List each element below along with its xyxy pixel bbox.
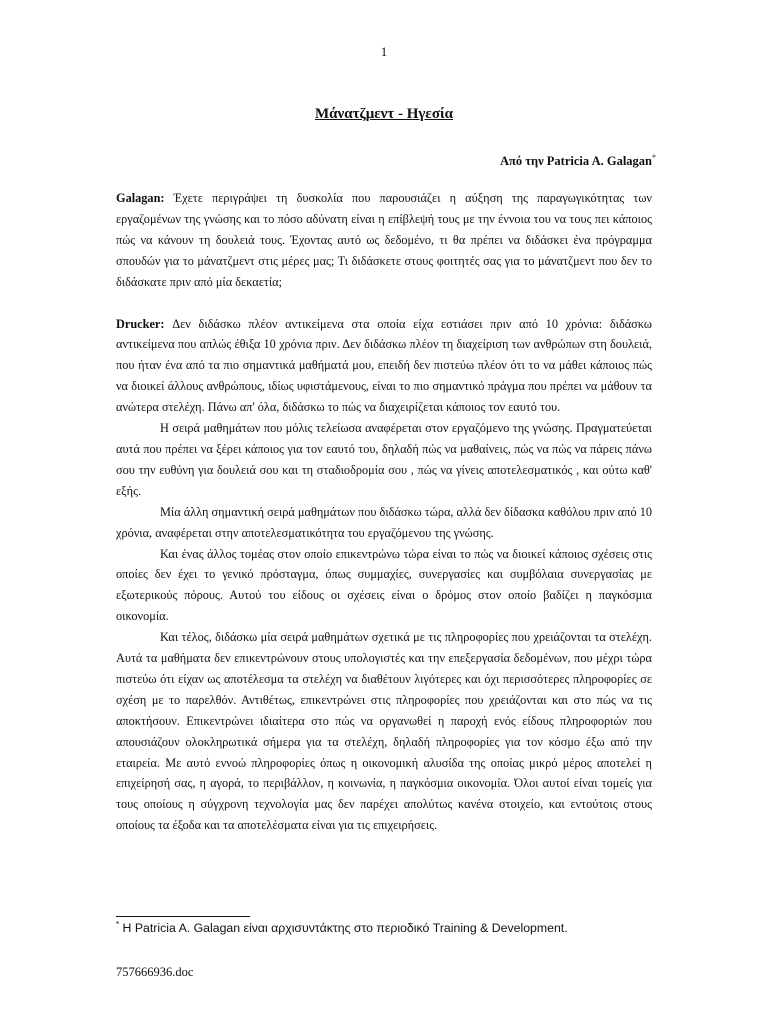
paragraph-galagan-question xyxy=(116,188,652,293)
paragraph-text: Έχετε περιγράψει τη δυσκολία που παρουσιάζει η αύξηση της παραγωγικότητας των εργαζομένων της γνώσης και το πόσο αδύνατη είναι η επίβλεψή τους με την έννοια του να τους πει κάποιος πώς να κάνουν τη δουλειά τους. Έχοντας αυτό ως δεδομένο, τι θα πρέπει να διδάσκει ένα πρόγραμμα σπουδών για το μάνατζμεντ στις μέρες μας; Τι διδάσκετε στους φοιτητές σας για το μάνατζμεντ που δεν το διδάσκατε πριν από μία δεκαετία; xyxy=(116,191,652,289)
footnote xyxy=(116,920,676,935)
footnote-separator xyxy=(116,916,250,917)
author-name: Από την Patricia A. Galagan xyxy=(499,154,652,169)
author-footnote-marker: * xyxy=(652,153,656,162)
paragraph-information-course: Και τέλος, διδάσκω μία σειρά μαθημάτων σχετικά με τις πληροφορίες που χρειάζονται τα στελέχη. Αυτά τα μαθήματα δεν επικεντρώνουν στους υπολογιστές και την επεξεργασία δεδομένων, που μέχρι τώρα πιστεύω ότι είχαν ως αποτέλεσμα τα στελέχη να διαθέτουν λιγότερες και όχι περισσότερες πληροφορίες σε σχέση με το παρελθόν. Αντιθέτως, επικεντρώνει στις πληροφορίες που χρειάζονται και στο πώς να τις αποκτήσουν. Επικεντρώνει ιδιαίτερα στο πώς να οργανωθεί η παροχή ενός είδους πληροφοριών που απουσιάζουν ολοκληρωτικά σήμερα για τα στελέχη, δηλαδή πληροφορίες για τον κόσμο έξω από την εταιρεία. Με αυτό εννοώ πληροφορίες όπως η οικονομική αλυσίδα της οποίας μικρό μέρος αποτελεί η επιχείρησή σας, η αγορά, το περιβάλλον, η κοινωνία, η παγκόσμια οικονομία. Όλοι αυτοί είναι τομείς για τους οποίους η σύγχρονη τεχνολογία μας δεν παρέχει απολύτως κανένα στοιχείο, και εντούτοις στους οποίους τα έξοδα και τα αποτελέσματα είναι για τις επιχειρήσεις. xyxy=(116,630,652,833)
interview-body xyxy=(116,188,652,836)
footnote-text: Η Patricia A. Galagan είναι αρχισυντάκτης στο περιοδικό Training & Development. xyxy=(119,921,568,936)
speaker-label: Galagan: xyxy=(116,191,165,205)
author-line xyxy=(500,153,656,169)
paragraph-text: Δεν διδάσκω πλέον αντικείμενα στα οποία είχα εστιάσει πριν από 10 χρόνια: διδάσκω αντικείμενα που απλώς έθιξα 10 χρόνια πριν. Δεν διδάσκω πλέον τη διαχείριση των ανθρώπων στη δουλειά, που ήταν ένα από τα πιο σημαντικά μαθήματά μου, επειδή δεν πιστεύω πλέον ότι το να μάθει κάποιος πώς να διοικεί άλλους ανθρώπους, ιδίως υφιστάμενους, είναι το πιο σημαντικό πράγμα που πρέπει να μάθουν τα ανώτερα στελέχη. Πάνω απ' όλα, διδάσκω το πώς να διαχειρίζεται κάποιος τον εαυτό του. xyxy=(116,316,652,415)
page-number: 1 xyxy=(380,44,388,59)
document-title: Μάνατζμεντ - Ηγεσία xyxy=(314,106,453,122)
paragraph-drucker-answer xyxy=(116,314,652,419)
document-filename: 757666936.doc xyxy=(116,965,194,979)
speaker-label: Drucker: xyxy=(116,316,165,331)
footnote-marker: * xyxy=(116,920,120,929)
paragraph-relationships-course: Και ένας άλλος τομέας στον οποίο επικεντρώνω τώρα είναι το πώς να διοικεί κάποιος σχέσεις στις οποίες δεν έχει το γενικό πρόσταγμα, όπως συμμαχίες, συνεργασίες και συμβόλαια συνεργασίας με εξωτερικούς πόρους. Αυτού του είδους οι σχέσεις είναι ο δρόμος στον οποίο βαδίζει η παγκόσμια οικονομία. xyxy=(116,546,652,624)
paragraph-knowledge-worker-course: Η σειρά μαθημάτων που μόλις τελείωσα αναφέρεται στον εργαζόμενο της γνώσης. Πραγματεύεται αυτά που πρέπει να ξέρει κάποιος για τον εαυτό του, δηλαδή πώς να μαθαίνεις, πώς να πώς να πάρεις πάνω σου την ευθύνη για δουλειά σου και τη σταδιοδρομία σου , πώς να γίνεις αποτελεσματικός , και ούτω καθ' εξής. xyxy=(116,421,652,498)
paragraph-effectiveness-course: Μία άλλη σημαντική σειρά μαθημάτων που διδάσκω τώρα, αλλά δεν δίδασκα καθόλου πριν από 10 χρόνια, αναφέρεται στην αποτελεσματικότητα του εργαζόμενου της γνώσης. xyxy=(116,504,652,540)
